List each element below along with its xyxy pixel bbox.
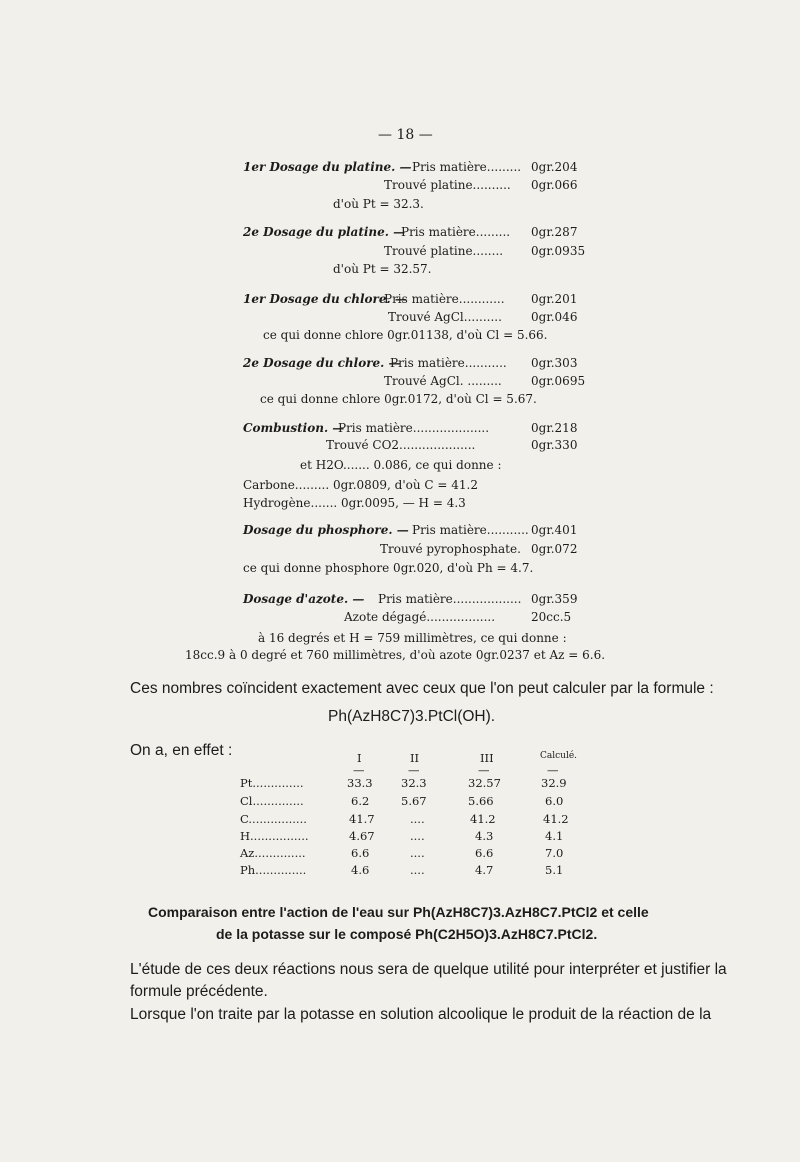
paragraph-text: L'étude de ces deux réactions nous sera de quelque utilité pour interpréter et justifier la xyxy=(130,961,727,978)
azote-result: 18cc.9 à 0 degré et 760 millimètres, d'où azote 0gr.0237 et Az = 6.6. xyxy=(185,648,606,662)
combustion-line: Trouvé CO2.................... xyxy=(326,438,476,452)
dosage-value: 0gr.201 xyxy=(531,292,578,306)
dosage-title: 1er Dosage du platine. — xyxy=(243,160,412,174)
combustion-title: Combustion. — xyxy=(243,421,345,435)
table-cell: .... xyxy=(410,812,425,826)
row-label: Pt.............. xyxy=(240,776,304,790)
table-cell: 41.2 xyxy=(470,812,496,826)
table-cell: .... xyxy=(410,829,425,843)
combustion-value: 0gr.330 xyxy=(531,438,578,452)
column-header: I xyxy=(357,751,362,765)
row-label: Ph.............. xyxy=(240,863,307,877)
dosage-title: 1er Dosage du chlore. — xyxy=(243,292,407,306)
dosage-line: Trouvé platine.......... xyxy=(384,178,511,192)
dosage-value: 0gr.066 xyxy=(531,178,578,192)
azote-value: 20cc.5 xyxy=(531,610,572,624)
dosage-line: Trouvé platine........ xyxy=(384,244,504,258)
table-cell: .... xyxy=(410,863,425,877)
combustion-value: 0gr.218 xyxy=(531,421,578,435)
table-cell: 6.2 xyxy=(351,794,370,808)
formula: Ph(AzH8C7)3.PtCl(OH). xyxy=(328,708,496,725)
column-dash: — xyxy=(353,763,365,777)
dosage-line: Trouvé AgCl. ......... xyxy=(384,374,502,388)
paragraph-text: formule précédente. xyxy=(130,983,268,1000)
column-header: Calculé. xyxy=(540,751,578,761)
dosage-line: Pris matière......... xyxy=(412,160,522,174)
table-cell: 6.6 xyxy=(351,846,370,860)
dosage-result: d'où Pt = 32.3. xyxy=(333,197,424,211)
table-cell: 32.3 xyxy=(401,776,427,790)
table-cell: 4.3 xyxy=(475,829,494,843)
combustion-hydrogene: Hydrogène....... 0gr.0095, — H = 4.3 xyxy=(243,496,466,510)
row-label: H................ xyxy=(240,829,309,843)
azote-result: à 16 degrés et H = 759 millimètres, ce qui donne : xyxy=(258,631,567,645)
azote-title: Dosage d'azote. — xyxy=(243,592,365,606)
table-cell: 4.1 xyxy=(545,829,564,843)
combustion-carbone: Carbone......... 0gr.0809, d'où C = 41.2 xyxy=(243,478,479,492)
phosphore-value: 0gr.401 xyxy=(531,523,578,537)
combustion-water: et H2O....... 0.086, ce qui donne : xyxy=(300,458,502,472)
column-dash: — xyxy=(478,763,490,777)
combustion-line: Pris matière.................... xyxy=(338,421,490,435)
table-cell: 4.6 xyxy=(351,863,370,877)
table-cell: 32.57 xyxy=(468,776,501,790)
column-dash: — xyxy=(547,763,559,777)
table-cell: 4.67 xyxy=(349,829,375,843)
dosage-title: 2e Dosage du platine. — xyxy=(243,225,406,239)
table-intro: On a, en effet : xyxy=(130,742,233,759)
column-header: II xyxy=(410,751,420,765)
column-dash: — xyxy=(408,763,420,777)
dosage-title: 2e Dosage du chlore. — xyxy=(243,356,401,370)
table-cell: 5.67 xyxy=(401,794,427,808)
row-label: C................ xyxy=(240,812,307,826)
paragraph-text: Lorsque l'on traite par la potasse en solution alcoolique le produit de la réaction de la xyxy=(130,1006,712,1023)
column-header: III xyxy=(480,751,494,765)
table-cell: 41.2 xyxy=(543,812,569,826)
azote-line: Pris matière.................. xyxy=(378,592,522,606)
table-cell: 7.0 xyxy=(545,846,564,860)
dosage-value: 0gr.303 xyxy=(531,356,578,370)
dosage-value: 0gr.046 xyxy=(531,310,578,324)
dosage-value: 0gr.0935 xyxy=(531,244,586,258)
dosage-result: ce qui donne chlore 0gr.01138, d'où Cl = 5.66. xyxy=(263,328,548,342)
table-cell: 4.7 xyxy=(475,863,494,877)
dosage-result: d'où Pt = 32.57. xyxy=(333,262,432,276)
dosage-value: 0gr.204 xyxy=(531,160,578,174)
phosphore-value: 0gr.072 xyxy=(531,542,578,556)
dosage-line: Pris matière........... xyxy=(390,356,507,370)
paragraph-text: Ces nombres coïncident exactement avec ceux que l'on peut calculer par la formule : xyxy=(130,680,714,697)
dosage-value: 0gr.287 xyxy=(531,225,578,239)
dosage-line: Pris matière............ xyxy=(384,292,505,306)
section-heading: de la potasse sur le composé Ph(C2H5O)3.AzH8C7.PtCl2. xyxy=(216,926,598,942)
azote-line: Azote dégagé.................. xyxy=(344,610,496,624)
table-cell: 6.6 xyxy=(475,846,494,860)
table-cell: .... xyxy=(410,846,425,860)
dosage-line: Pris matière......... xyxy=(401,225,511,239)
azote-value: 0gr.359 xyxy=(531,592,578,606)
row-label: Cl.............. xyxy=(240,794,304,808)
table-cell: 5.66 xyxy=(468,794,494,808)
table-cell: 32.9 xyxy=(541,776,567,790)
table-cell: 5.1 xyxy=(545,863,564,877)
dosage-line: Trouvé AgCl.......... xyxy=(388,310,502,324)
page-number: — 18 — xyxy=(378,127,433,143)
phosphore-title: Dosage du phosphore. — xyxy=(243,523,409,537)
table-cell: 41.7 xyxy=(349,812,375,826)
phosphore-result: ce qui donne phosphore 0gr.020, d'où Ph = 4.7. xyxy=(243,561,534,575)
table-cell: 33.3 xyxy=(347,776,373,790)
row-label: Az.............. xyxy=(240,846,306,860)
phosphore-line: Trouvé pyrophosphate. xyxy=(380,542,521,556)
table-cell: 6.0 xyxy=(545,794,564,808)
dosage-value: 0gr.0695 xyxy=(531,374,586,388)
section-heading: Comparaison entre l'action de l'eau sur Ph(AzH8C7)3.AzH8C7.PtCl2 et celle xyxy=(148,904,649,920)
phosphore-line: Pris matière........... xyxy=(412,523,529,537)
dosage-result: ce qui donne chlore 0gr.0172, d'où Cl = 5.67. xyxy=(260,392,537,406)
